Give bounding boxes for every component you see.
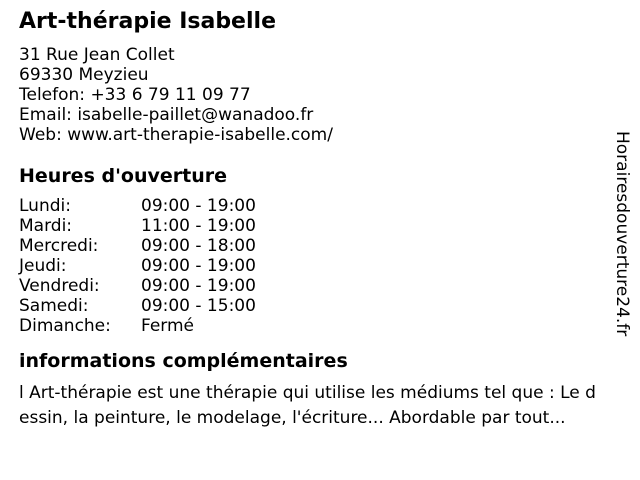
page-title: Art-thérapie Isabelle — [19, 9, 276, 34]
web-value: www.art-therapie-isabelle.com/ — [67, 125, 333, 145]
day-hours: 09:00 - 18:00 — [141, 236, 256, 256]
day-hours: 11:00 - 19:00 — [141, 216, 256, 236]
opening-hours-heading: Heures d'ouverture — [19, 165, 227, 187]
additional-info-heading: informations complémentaires — [19, 350, 348, 372]
additional-info-line-2: essin, la peinture, le modelage, l'écriture... Abordable par tout... — [19, 408, 566, 428]
hours-row-tuesday — [19, 216, 640, 236]
additional-info-line-1: l Art-thérapie est une thérapie qui utilise les médiums tel que : Le d — [19, 383, 596, 403]
day-label: Mardi: — [19, 216, 73, 236]
site-watermark: Horairesdouverture24.fr — [612, 131, 632, 337]
address-street: 31 Rue Jean Collet — [19, 45, 175, 65]
day-hours: 09:00 - 19:00 — [141, 196, 256, 216]
hours-row-wednesday — [19, 236, 640, 256]
day-label: Jeudi: — [19, 256, 67, 276]
email-value: isabelle-paillet@wanadoo.fr — [77, 105, 314, 125]
email-label: Email: — [19, 105, 72, 125]
day-label: Mercredi: — [19, 236, 99, 256]
additional-info-text — [19, 381, 640, 431]
contact-block — [19, 45, 640, 145]
hours-row-saturday — [19, 296, 640, 316]
day-label: Vendredi: — [19, 276, 100, 296]
phone-label: Telefon: — [19, 85, 86, 105]
day-hours: 09:00 - 15:00 — [141, 296, 256, 316]
address-city: 69330 Meyzieu — [19, 65, 149, 85]
phone-line — [19, 85, 640, 105]
hours-row-thursday — [19, 256, 640, 276]
day-hours: Fermé — [141, 316, 195, 336]
web-label: Web: — [19, 125, 62, 145]
hours-row-friday — [19, 276, 640, 296]
day-hours: 09:00 - 19:00 — [141, 256, 256, 276]
day-hours: 09:00 - 19:00 — [141, 276, 256, 296]
hours-row-monday — [19, 196, 640, 216]
email-line — [19, 105, 640, 125]
day-label: Dimanche: — [19, 316, 111, 336]
phone-value: +33 6 79 11 09 77 — [90, 85, 251, 105]
opening-hours-table — [19, 196, 640, 336]
day-label: Lundi: — [19, 196, 71, 216]
web-line — [19, 125, 640, 145]
hours-row-sunday — [19, 316, 640, 336]
day-label: Samedi: — [19, 296, 89, 316]
